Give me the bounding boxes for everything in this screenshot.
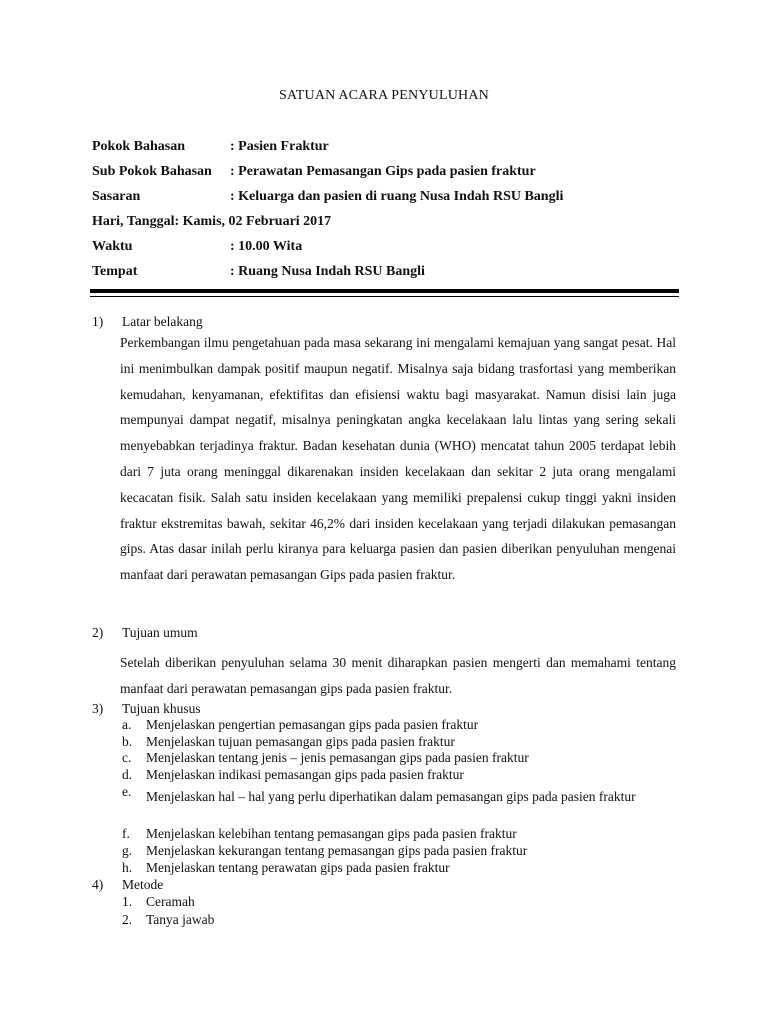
header-divider-thin	[90, 296, 679, 297]
meta-label-sub-pokok: Sub Pokok Bahasan	[92, 164, 212, 179]
list-item-label: 2.	[122, 912, 133, 927]
section-heading: Tujuan umum	[122, 625, 198, 640]
list-item-label: f.	[122, 826, 130, 841]
header-divider-thick	[90, 289, 679, 293]
section-number: 3)	[92, 701, 104, 716]
list-item-text: Menjelaskan pengertian pemasangan gips pada pasien fraktur	[146, 717, 479, 732]
list-item-label: c.	[122, 750, 132, 765]
meta-value-waktu: : 10.00 Wita	[230, 239, 303, 254]
list-item	[122, 784, 678, 810]
list-item-text: Ceramah	[146, 894, 195, 909]
meta-label-pokok: Pokok Bahasan	[92, 139, 185, 154]
list-item-text: Menjelaskan kelebihan tentang pemasangan gips pada pasien fraktur	[146, 826, 517, 841]
list-item-label: b.	[122, 734, 133, 749]
list-item-text: Menjelaskan hal – hal yang perlu diperhatikan dalam pemasangan gips pada pasien fraktur	[146, 789, 636, 804]
meta-value-pokok: : Pasien Fraktur	[230, 139, 329, 154]
list-item-label: e.	[122, 784, 132, 799]
section-number: 4)	[92, 877, 104, 892]
meta-value-tempat: : Ruang Nusa Indah RSU Bangli	[230, 264, 425, 279]
latar-belakang-paragraph: Perkembangan ilmu pengetahuan pada masa sekarang ini mengalami kemajuan yang sangat pesat. Hal ini menimbulkan dampak positif maupun negatif. Misalnya saja bidang trasfortasi yang memberikan kemudahan, kenyamanan, efektifitas dan efisiensi waktu bagi masyarakat. Namun disisi lain juga mempunyai dampat negatif, misalnya peningkatan angka kecelakaan lalu lintas yang sering sekali menyebabkan terjadinya fraktur. Badan kesehatan dunia (WHO) mencatat tahun 2005 terdapat lebih dari 7 juta orang meninggal dikarenakan insiden kecelakaan dan sekitar 2 juta orang mengalami kecacatan fisik. Salah satu insiden kecelakaan yang memiliki prepalensi cukup tinggi yakni insiden fraktur ekstremitas bawah, sekitar 46,2% dari insiden kecelakaan yang terjadi dilakukan pemasangan gips. Atas dasar inilah perlu kiranya para keluarga pasien dan pasien diberikan penyuluhan mengenai manfaat dari perawatan pemasangan Gips pada pasien fraktur.	[120, 335, 676, 583]
section-number: 2)	[92, 625, 104, 640]
meta-hari-tanggal: Hari, Tanggal: Kamis, 02 Februari 2017	[92, 214, 332, 229]
list-item-label: 1.	[122, 894, 133, 909]
list-item-text: Menjelaskan tujuan pemasangan gips pada pasien fraktur	[146, 734, 455, 749]
document-title: SATUAN ACARA PENYULUHAN	[279, 88, 489, 103]
section-number: 1)	[92, 314, 104, 329]
section-heading: Tujuan khusus	[122, 701, 201, 716]
section-heading: Latar belakang	[122, 314, 203, 329]
list-item-label: g.	[122, 843, 133, 858]
meta-value-sasaran: : Keluarga dan pasien di ruang Nusa Indah RSU Bangli	[230, 189, 564, 204]
list-item-text: Tanya jawab	[146, 912, 215, 927]
list-item-label: d.	[122, 767, 133, 782]
meta-label-tempat: Tempat	[92, 264, 138, 279]
list-item-text: Menjelaskan tentang perawatan gips pada pasien fraktur	[146, 860, 450, 875]
section-heading: Metode	[122, 877, 164, 892]
list-item-label: h.	[122, 860, 133, 875]
meta-label-sasaran: Sasaran	[92, 189, 141, 204]
list-item-text: Menjelaskan indikasi pemasangan gips pada pasien fraktur	[146, 767, 464, 782]
meta-label-waktu: Waktu	[92, 239, 133, 254]
list-item-text: Menjelaskan kekurangan tentang pemasangan gips pada pasien fraktur	[146, 843, 528, 858]
list-item-label: a.	[122, 717, 132, 732]
list-item-text: Menjelaskan tentang jenis – jenis pemasangan gips pada pasien fraktur	[146, 750, 529, 765]
meta-value-sub-pokok: : Perawatan Pemasangan Gips pada pasien fraktur	[230, 164, 536, 179]
tujuan-umum-paragraph: Setelah diberikan penyuluhan selama 30 menit diharapkan pasien mengerti dan memahami tentang manfaat dari perawatan pemasangan gips pada pasien fraktur.	[120, 655, 676, 696]
